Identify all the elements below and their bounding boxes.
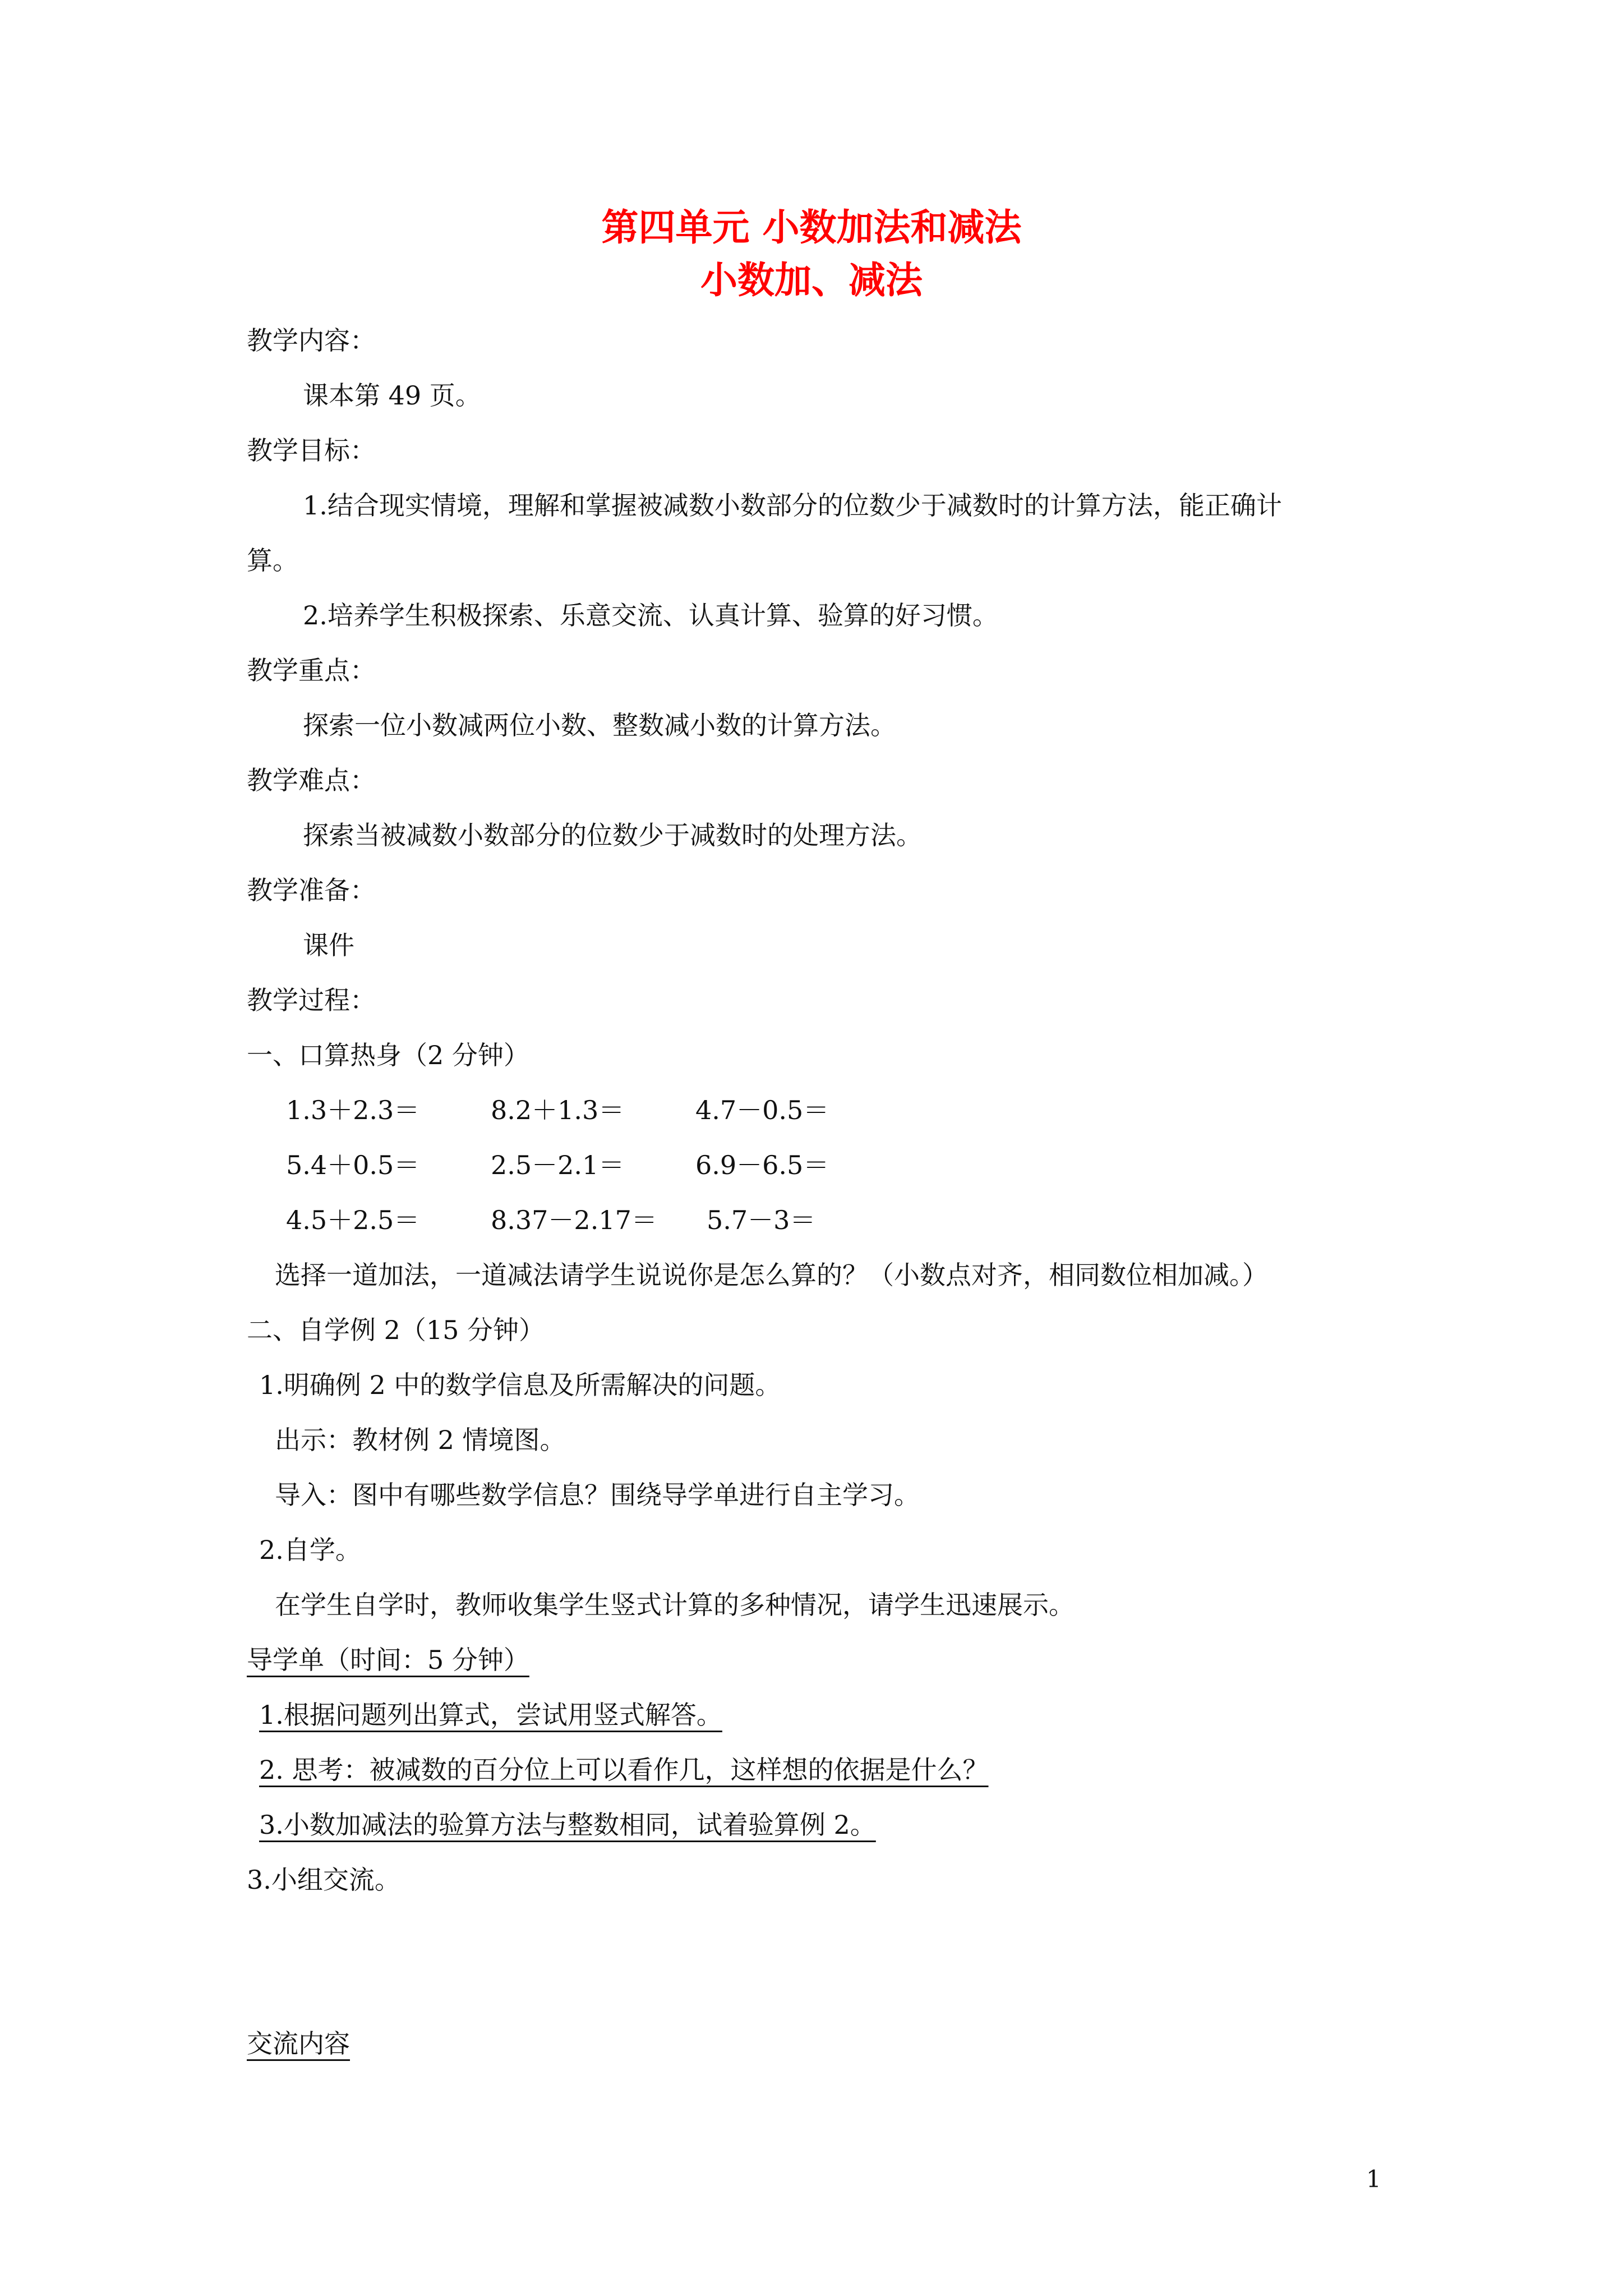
difficult-point-text: 探索当被减数小数部分的位数少于减数时的处理方法。 [303, 820, 922, 850]
calc-item: 2.5－2.1＝ [491, 1150, 625, 1180]
exchange-content-title: 交流内容 [247, 2028, 350, 2059]
goal-2: 2.培养学生积极探索、乐意交流、认真计算、验算的好习惯。 [303, 600, 998, 631]
key-point-text: 探索一位小数减两位小数、整数减小数的计算方法。 [303, 710, 896, 740]
calc-item: 5.4＋0.5＝ [286, 1150, 420, 1180]
calc-item: 8.37－2.17＝ [491, 1205, 657, 1235]
section-1-heading: 一、口算热身（2 分钟） [247, 1040, 529, 1070]
label-teaching-process: 教学过程： [247, 985, 376, 1015]
calc-item: 5.7－3＝ [707, 1205, 816, 1235]
label-teaching-content: 教学内容： [247, 325, 376, 356]
label-difficult-point: 教学难点： [247, 765, 376, 795]
calc-item: 6.9－6.5＝ [695, 1150, 829, 1180]
step-3: 3.小组交流。 [247, 1865, 400, 1895]
teaching-content-text: 课本第 49 页。 [303, 380, 481, 411]
guide-item-3: 3.小数加减法的验算方法与整数相同，试着验算例 2。 [259, 1810, 876, 1840]
choose-instruction: 选择一道加法，一道减法请学生说说你是怎么算的？（小数点对齐，相同数位相加减。） [275, 1260, 1268, 1290]
calc-item: 8.2＋1.3＝ [491, 1095, 625, 1125]
intro-text: 导入：图中有哪些数学信息？围绕导学单进行自主学习。 [275, 1480, 920, 1510]
goal-1-line-2: 算。 [247, 545, 298, 576]
label-key-point: 教学重点： [247, 655, 376, 685]
step-2: 2.自学。 [259, 1535, 361, 1565]
step-1: 1.明确例 2 中的数学信息及所需解决的问题。 [259, 1370, 781, 1400]
calc-item: 1.3＋2.3＝ [286, 1095, 420, 1125]
guide-sheet-title: 导学单（时间：5 分钟） [247, 1645, 529, 1675]
self-study-text: 在学生自学时，教师收集学生竖式计算的多种情况，请学生迅速展示。 [275, 1590, 1075, 1620]
calc-item: 4.7－0.5＝ [695, 1095, 829, 1125]
label-teaching-goals: 教学目标： [247, 435, 376, 466]
section-2-heading: 二、自学例 2（15 分钟） [247, 1315, 545, 1345]
calc-item: 4.5＋2.5＝ [286, 1205, 420, 1235]
unit-title: 第四单元 小数加法和减法 [601, 205, 1022, 249]
label-preparation: 教学准备： [247, 875, 376, 905]
preparation-text: 课件 [303, 930, 354, 960]
show-text: 出示：教材例 2 情境图。 [275, 1425, 566, 1455]
page-number: 1 [1366, 2165, 1381, 2193]
goal-1-line-1: 1.结合现实情境，理解和掌握被减数小数部分的位数少于减数时的计算方法，能正确计 [303, 490, 1282, 521]
lesson-title: 小数加、减法 [700, 258, 923, 302]
guide-item-1: 1.根据问题列出算式，尝试用竖式解答。 [259, 1700, 722, 1730]
guide-item-2: 2. 思考：被减数的百分位上可以看作几，这样想的依据是什么？ [259, 1755, 989, 1785]
